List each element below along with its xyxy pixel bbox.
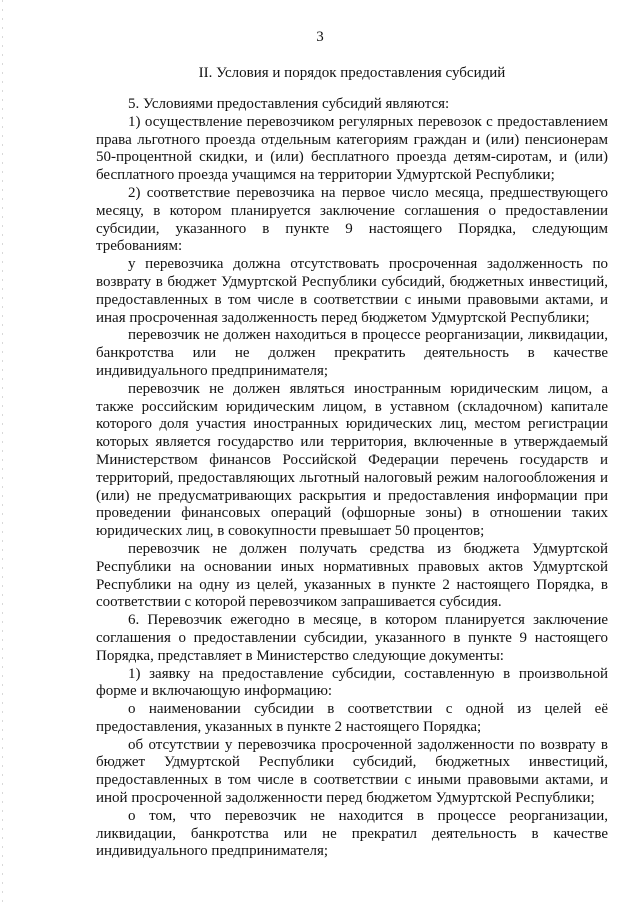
application-info-name: о наименовании субсидии в соответствии с одной из целей её предоставления, указанных в пункте 2 настоящего Порядка;: [96, 701, 608, 735]
section-title: II. Условия и порядок предоставления субсидий: [198, 65, 506, 81]
requirement-no-debt: у перевозчика должна отсутствовать просроченная задолженность по возврату в бюджет Удмуртской Республики субсидий, бюджетных инвестиций, предоставленных в том числе в соответствии с иными правовыми актами, и иная просроченная задолженность перед бюджетом Удмуртской Республики;: [96, 256, 608, 326]
paragraph-6-intro: 6. Перевозчик ежегодно в месяце, в котором планируется заключение соглашения о предоставлении субсидии, указанного в пункте 9 настоящего Порядка, представляет в Министерство следующие документы:: [96, 612, 608, 664]
paragraph-6-item-1: 1) заявку на предоставление субсидии, составленную в произвольной форме и включающую информацию:: [96, 665, 608, 700]
page-number: 3: [316, 29, 324, 45]
scan-margin-line: [2, 0, 3, 905]
document-body: [96, 96, 608, 861]
application-info-no-debt: об отсутствии у перевозчика просроченной задолженности по возврату в бюджет Удмуртской Республики субсидий, бюджетных инвестиций, предоставленных в том числе в соответствии с иными правовыми актами, и иной просроченной задолженности перед бюджетом Удмуртской Республики;: [96, 736, 608, 807]
requirement-no-other-funds: перевозчик не должен получать средства из бюджета Удмуртской Республики на основании иных нормативных правовых актов Удмуртской Республики на одну из целей, указанных в пункте 2 настоящего Порядка, в соответствии с которой перевозчиком запрашивается субсидия.: [96, 540, 608, 611]
paragraph-5-item-2: 2) соответствие перевозчика на первое число месяца, предшествующего месяцу, в котором планируется заключение соглашения о предоставлении субсидии, указанного в пункте 9 настоящего Порядка, следующим требованиям:: [96, 184, 608, 255]
paragraph-5-item-1: 1) осуществление перевозчиком регулярных перевозок с предоставлением права льготного проезда отдельным категориям граждан и (или) пенсионерам 50-процентной скидки, и (или) бесплатного проезда детям-сиротам, и (или) бесплатного проезда учащимся на территории Удмуртской Республики;: [96, 113, 608, 184]
requirement-no-reorganization: перевозчик не должен находиться в процессе реорганизации, ликвидации, банкротства или не должен прекратить деятельность в качестве индивидуального предпринимателя;: [96, 327, 608, 379]
paragraph-5-intro: 5. Условиями предоставления субсидий являются:: [128, 96, 450, 112]
requirement-not-foreign: перевозчик не должен являться иностранным юридическим лицом, а также российским юридическим лицом, в уставном (складочном) капитале которого доля участия иностранных юридических лиц, местом регистрации которых является государство или территория, включенные в утверждаемый Министерством финансов Российской Федерации перечень государств и территорий, предоставляющих льготный налоговый режим налогообложения и (или) не предусматривающих раскрытия и предоставления информации при проведении финансовых операций (офшорные зоны) в отношении таких юридических лиц, в совокупности превышает 50 процентов;: [96, 380, 608, 540]
application-info-no-reorganization: о том, что перевозчик не находится в процессе реорганизации, ликвидации, банкротства или не прекратил деятельность в качестве индивидуального предпринимателя;: [96, 807, 608, 860]
